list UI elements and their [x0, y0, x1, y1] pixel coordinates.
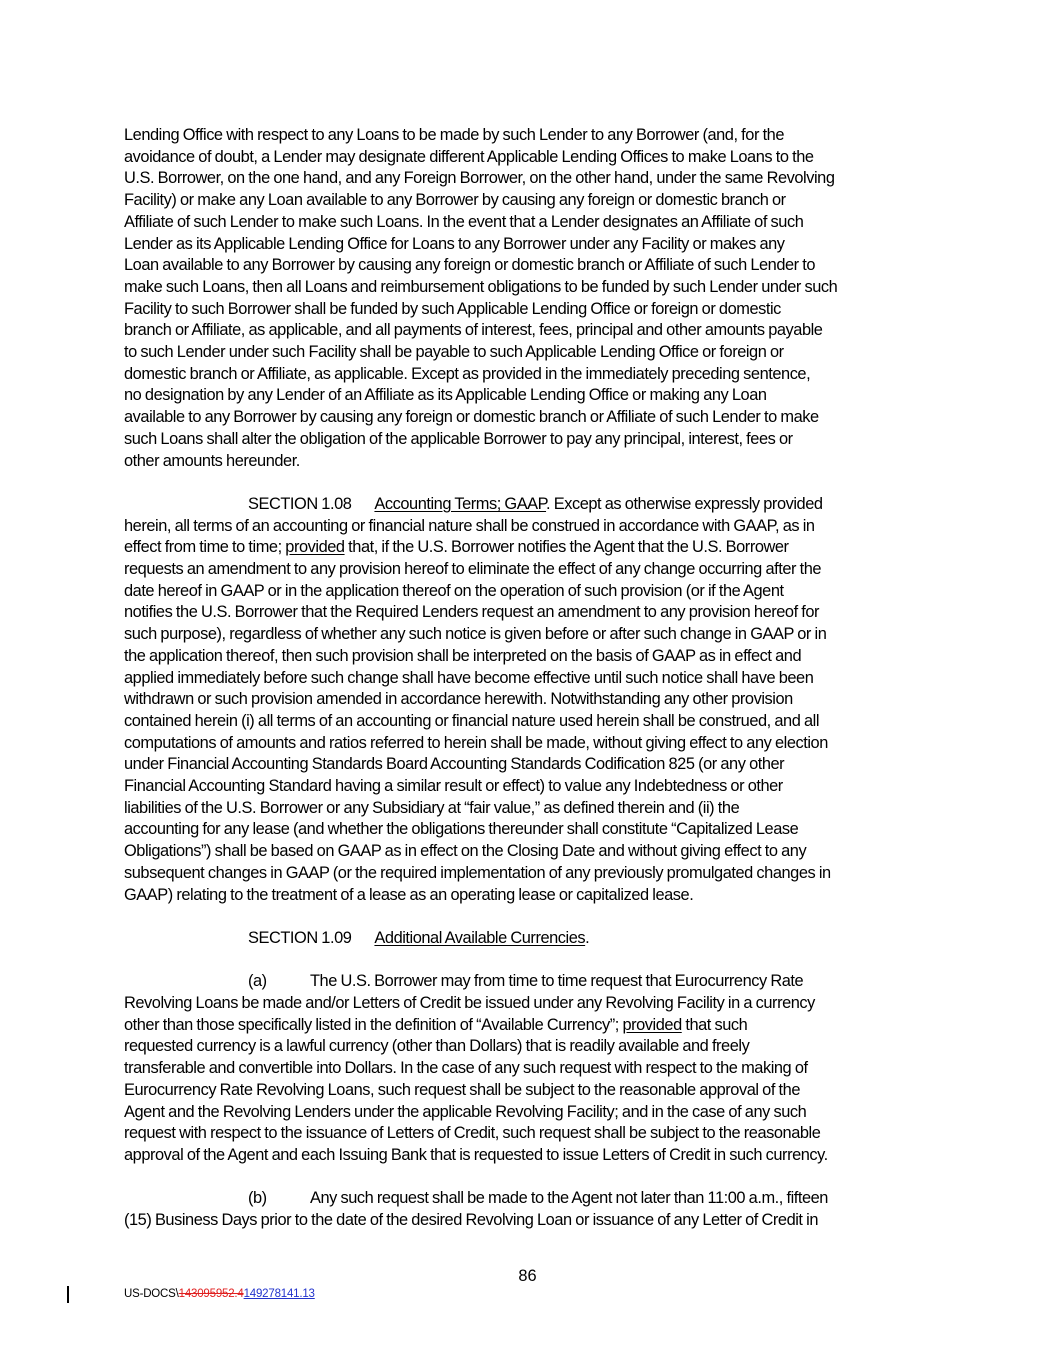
text-line: applied immediately before such change shall have become effective until such notice shall have been [124, 668, 814, 687]
section-heading-line [124, 494, 930, 516]
text-line: requested currency is a lawful currency (other than Dollars) that is readily available and freely [124, 1037, 750, 1056]
text-line: requests an amendment to any provision hereof to eliminate the effect of any change occurring after the [124, 560, 822, 579]
text-line: (15) Business Days prior to the date of the desired Revolving Loan or issuance of any Letter of Credit in [124, 1211, 818, 1230]
document-id [124, 1287, 315, 1301]
text-line: contained herein (i) all terms of an accounting or financial nature used herein shall be construed, and all [124, 711, 820, 730]
text-line: Revolving Loans be made and/or Letters of Credit be issued under any Revolving Facility in a currency [124, 994, 815, 1013]
text-line: withdrawn or such provision amended in accordance herewith. Notwithstanding any other provision [124, 690, 793, 709]
text-line: Facility) or make any Loan available to any Borrower by causing any foreign or domestic branch or [124, 191, 786, 210]
paragraph-label: (b) [248, 1189, 267, 1208]
provided-term: provided [622, 1015, 682, 1034]
text-line: Affiliate of such Lender to make such Loans. In the event that a Lender designates an Affiliate of such [124, 212, 804, 231]
text-line: branch or Affiliate, as applicable, and all payments of interest, fees, principal and other amounts payable [124, 321, 823, 340]
text-line: transferable and convertible into Dollars. In the case of any such request with respect to the making of [124, 1059, 808, 1078]
text-line: notifies the U.S. Borrower that the Required Lenders request an amendment to any provision hereof for [124, 603, 820, 622]
section-1-08 [124, 494, 930, 906]
text-line: computations of amounts and ratios referred to herein shall be made, without giving effect to any election [124, 733, 828, 752]
doc-id-prefix: US-DOCS\ [124, 1288, 179, 1300]
revision-change-bar [67, 1286, 69, 1303]
text-line: make such Loans, then all Loans and reimbursement obligations to be funded by such Lender under such [124, 277, 838, 296]
text-line: request with respect to the issuance of Letters of Credit, such request shall be subject to the reasonable [124, 1124, 821, 1143]
text-line: subsequent changes in GAAP (or the required implementation of any previously promulgated changes in [124, 863, 831, 882]
text-line: accounting for any lease (and whether the obligations thereunder shall constitute “Capitalized Lease [124, 820, 799, 839]
paragraph-label: (a) [248, 972, 267, 991]
text-line: the application thereof, then such provision shall be interpreted on the basis of GAAP as in effect and [124, 646, 802, 665]
section-1-09 [124, 928, 930, 950]
text-line: available to any Borrower by causing any foreign or domestic branch or Affiliate of such Lender to make [124, 408, 819, 427]
paragraph-a [124, 971, 930, 1166]
section-heading-line: SECTION 1.09 Additional Available Currencies. [248, 928, 590, 947]
text-line: Facility to such Borrower shall be funded by such Applicable Lending Office or foreign or domestic [124, 299, 781, 318]
text-line: such Loans shall alter the obligation of the applicable Borrower to pay any principal, interest, fees or [124, 429, 793, 448]
text-line: other than those specifically listed in the definition of “Available Currency”; provided that such [124, 1015, 748, 1034]
text-line: U.S. Borrower, on the one hand, and any Foreign Borrower, on the other hand, under the same Revolving [124, 169, 835, 188]
section-number: SECTION 1.09 [248, 928, 352, 947]
text-line: date hereof in GAAP or in the application thereof on the operation of such provision (or if the Agent [124, 581, 784, 600]
text-line: (a) The U.S. Borrower may from time to time request that Eurocurrency Rate [124, 971, 930, 993]
text-line: Obligations”) shall be based on GAAP as in effect on the Closing Date and without giving effect to any [124, 842, 807, 861]
text-line: liabilities of the U.S. Borrower or any Subsidiary at “fair value,” as defined therein and (ii) the [124, 798, 740, 817]
continued-paragraph [124, 125, 930, 472]
text-line: domestic branch or Affiliate, as applicable. Except as provided in the immediately preceding sentence, [124, 364, 811, 383]
section-heading: Accounting Terms; GAAP [374, 494, 547, 513]
text-line: to such Lender under such Facility shall be payable to such Applicable Lending Office or foreign or [124, 343, 784, 362]
text-line: herein, all terms of an accounting or financial nature shall be construed in accordance with GAAP, as in [124, 516, 815, 535]
text-line: Loan available to any Borrower by causing any foreign or domestic branch or Affiliate of such Lender to [124, 256, 816, 275]
text-line: Eurocurrency Rate Revolving Loans, such request shall be subject to the reasonable approval of the [124, 1080, 800, 1099]
text-line: approval of the Agent and each Issuing Bank that is requested to issue Letters of Credit in such currency. [124, 1146, 828, 1164]
text-line: other amounts hereunder. [124, 451, 300, 470]
page-number: 86 [518, 1267, 537, 1285]
text-line: Financial Accounting Standard having a similar result or effect) to value any Indebtedness or other [124, 777, 783, 796]
text-line: Lender as its Applicable Lending Office for Loans to any Borrower under any Facility or makes any [124, 234, 785, 253]
doc-id-deleted: 143095952.4 [178, 1288, 244, 1300]
text-line: under Financial Accounting Standards Board Accounting Standards Codification 825 (or any other [124, 755, 785, 774]
section-heading: Additional Available Currencies [374, 928, 586, 947]
text-line: Lending Office with respect to any Loans to be made by such Lender to any Borrower (and, for the [124, 126, 785, 144]
text-line: Agent and the Revolving Lenders under the applicable Revolving Facility; and in the case of any such [124, 1102, 807, 1121]
text-line: effect from time to time; provided that, if the U.S. Borrower notifies the Agent that the U.S. Borrower [124, 538, 789, 557]
text-line: such purpose), regardless of whether any such notice is given before or after such change in GAAP or in [124, 625, 827, 644]
document-body [124, 125, 930, 1232]
provided-term: provided [285, 538, 345, 557]
paragraph-b [124, 1188, 930, 1231]
text-line: GAAP) relating to the treatment of a lease as an operating lease or capitalized lease. [124, 885, 694, 904]
doc-id-inserted: 149278141.13 [243, 1288, 315, 1300]
text-line: (b) Any such request shall be made to the Agent not later than 11:00 a.m., fifteen [124, 1188, 930, 1210]
text-line: no designation by any Lender of an Affiliate as its Applicable Lending Office or making any Loan [124, 386, 767, 405]
section-number: SECTION 1.08 [248, 494, 352, 513]
text-run: . Except as otherwise expressly provided [546, 494, 823, 513]
text-line: avoidance of doubt, a Lender may designate different Applicable Lending Offices to make Loans to the [124, 147, 814, 166]
